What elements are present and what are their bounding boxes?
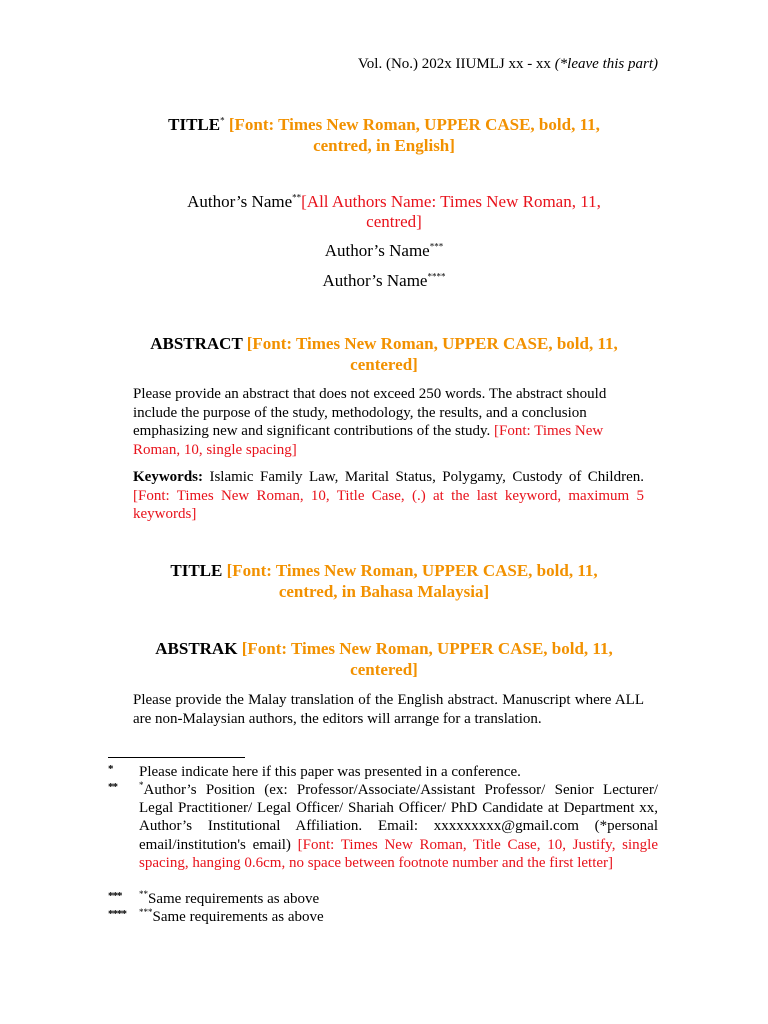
abstract-text: Please provide an abstract that does not exceed 250 words. The abstract should include the purpose of the study, methodology, the results, and a conclusion emphasizing new and significant contributions of the study. [133,386,607,439]
abstrak-instruction-1: [Font: Times New Roman, UPPER CASE, bold, 11, [237,639,613,658]
author-3-mark: **** [427,271,446,282]
author-3-name: Author’s Name [322,271,428,290]
keywords-label: Keywords: [133,469,203,485]
abstrak-heading [110,638,658,680]
footnote-4-mark: **** [108,908,126,920]
footnote-1-text: Please indicate here if this paper was presented in a conference. [139,764,521,780]
running-header [358,56,658,73]
footnote-2-text: Author’s Position (ex: Professor/Associate/Assistant Professor/ Senior Lecturer/ Legal Practitioner/ Legal Officer/ Shariah Officer/ PhD Candidate at Department xx, Author’s Institutional Affiliation. Email: xxxxxxxxx@gmail.com (*personal email/institution's email) [139,782,658,853]
title-footnote-mark: * [220,115,225,126]
abstract-label: ABSTRACT [150,334,243,353]
header-note: (*leave this part) [554,56,658,72]
title-label: TITLE [168,115,221,134]
footnote-4-body [139,908,658,926]
abstrak-instruction-2: centered] [350,660,418,679]
footnote-4-text: Same requirements as above [152,909,324,925]
keywords [133,468,644,524]
footnote-2-body [139,781,658,872]
header-volume-text: Vol. (No.) 202x IIUMLJ xx - xx [357,56,555,72]
abstract-body [133,385,644,459]
footnote-2-inline-mark: * [139,780,144,790]
author-1-mark: ** [292,192,302,203]
footnote-2-mark: ** [108,781,117,793]
title-instruction-2: centred, in English] [313,136,455,155]
footnote-2-instruction: [Font: Times New Roman, Title Case, 10, Justify, single spacing, hanging 0.6cm, no space between footnote number and the first letter] [139,836,659,871]
footnote-1-mark: * [108,763,113,775]
author-3 [110,271,658,291]
abstract-format-instruction: [Font: Times New Roman, 10, single spacing] [133,423,604,458]
title-english [110,114,658,156]
abstrak-body [133,691,644,728]
footnote-4-inline-mark: *** [139,907,153,917]
keywords-instruction: [Font: Times New Roman, 10, Title Case, (.) at the last keyword, maximum 5 keywords] [133,487,644,522]
abstrak-label: ABSTRAK [155,639,238,658]
footnote-3-mark: *** [108,890,122,902]
author-1-instruction-2: centred] [366,212,422,231]
abstract-instruction-2: centered] [350,355,418,374]
author-1 [120,192,668,232]
title-malay [110,560,658,602]
footnote-3-inline-mark: ** [139,889,148,899]
abstract-instruction-1: [Font: Times New Roman, UPPER CASE, bold, 11, [242,334,618,353]
title-ms-instruction-2: centred, in Bahasa Malaysia] [278,582,490,601]
title-ms-label: TITLE [170,561,223,580]
footnote-3-body [139,890,658,908]
title-instruction-1: [Font: Times New Roman, UPPER CASE, bold, 11, [224,115,600,134]
keywords-text: Islamic Family Law, Marital Status, Polygamy, Custody of Children. [203,469,644,485]
author-1-name: Author’s Name [187,192,293,211]
title-ms-instruction-1: [Font: Times New Roman, UPPER CASE, bold, 11, [222,561,598,580]
author-2-mark: *** [429,241,444,252]
author-2-name: Author’s Name [324,241,430,260]
author-1-instruction-1: [All Authors Name: Times New Roman, 11, [301,192,601,211]
footnote-3-text: Same requirements as above [148,891,320,907]
abstrak-text: Please provide the Malay translation of the English abstract. Manuscript where ALL are non-Malaysian authors, the editors will arrange for a translation. [133,692,644,727]
author-2 [110,241,658,261]
abstract-heading [110,333,658,375]
footnote-separator [108,757,245,758]
